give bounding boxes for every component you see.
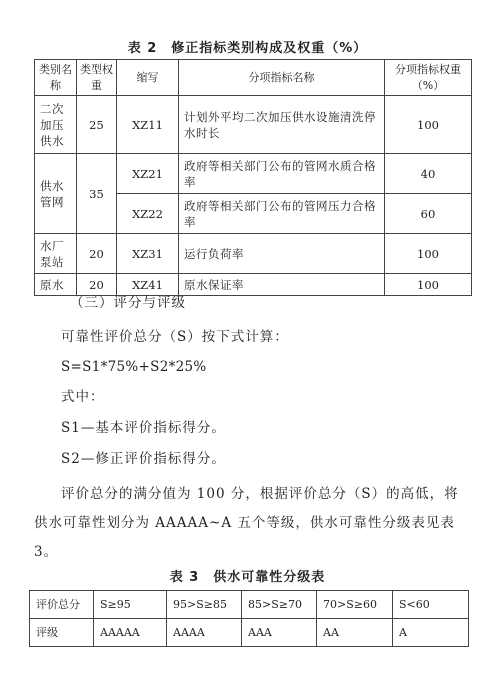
table2-caption: 表 2 修正指标类别构成及权重（%） (127, 41, 368, 56)
header-abbr: 缩写 (117, 60, 179, 96)
score-row-label: 评价总分 (30, 591, 94, 619)
cell-item-weight: 100 (385, 274, 472, 296)
cell-category: 水厂泵站 (35, 234, 77, 274)
grade-cell: AAA (242, 619, 317, 647)
grade-cell: AA (317, 619, 393, 647)
cell-weight: 35 (77, 154, 117, 234)
cell-abbr: XZ41 (117, 274, 179, 296)
cell-item-weight: 60 (385, 194, 472, 234)
header-item-weight: 分项指标权重（%） (385, 60, 472, 96)
table-row (30, 591, 469, 619)
grade-table (29, 590, 469, 647)
score-cell: S≥95 (94, 591, 167, 619)
cell-abbr: XZ31 (117, 234, 179, 274)
header-category: 类别名称 (35, 60, 77, 96)
where-label: 式中： (61, 389, 105, 405)
cell-weight: 20 (77, 234, 117, 274)
section-heading: （三）评分与评级 (70, 295, 186, 311)
cell-weight: 25 (77, 96, 117, 154)
grade-cell: AAAA (167, 619, 242, 647)
header-weight: 类型权重 (77, 60, 117, 96)
cell-item-weight: 40 (385, 154, 472, 194)
formula-intro: 可靠性评价总分（S）按下式计算： (61, 329, 289, 345)
grade-cell: A (393, 619, 469, 647)
cell-item-weight: 100 (385, 234, 472, 274)
cell-item: 政府等相关部门公布的管网水质合格率 (179, 154, 385, 194)
cell-abbr: XZ21 (117, 154, 179, 194)
table-row (35, 154, 472, 194)
formula: S=S1*75%+S2*25% (61, 359, 207, 375)
cell-category: 供水管网 (35, 154, 77, 234)
cell-weight: 20 (77, 274, 117, 296)
table-row (30, 619, 469, 647)
cell-item: 政府等相关部门公布的管网压力合格率 (179, 194, 385, 234)
grading-paragraph: 评价总分的满分值为 100 分，根据评价总分（S）的高低，将供水可靠性划分为 AAAAA~A 五个等级，供水可靠性分级表见表 3。 (34, 486, 459, 560)
cell-abbr: XZ22 (117, 194, 179, 234)
cell-item: 运行负荷率 (179, 234, 385, 274)
header-item: 分项指标名称 (179, 60, 385, 96)
table-header-row (35, 60, 472, 96)
score-cell: S<60 (393, 591, 469, 619)
definition-s1: S1—基本评价指标得分。 (61, 420, 226, 436)
cell-abbr: XZ11 (117, 96, 179, 154)
grade-row-label: 评级 (30, 619, 94, 647)
score-cell: 85>S≥70 (242, 591, 317, 619)
score-cell: 95>S≥85 (167, 591, 242, 619)
score-cell: 70>S≥60 (317, 591, 393, 619)
cell-item: 计划外平均二次加压供水设施清洗停水时长 (179, 96, 385, 154)
table-row (35, 96, 472, 154)
cell-category: 二次加压供水 (35, 96, 77, 154)
cell-category: 原水 (35, 274, 77, 296)
table3-caption: 表 3 供水可靠性分级表 (169, 570, 326, 585)
definition-s2: S2—修正评价指标得分。 (61, 451, 226, 467)
table-row (35, 234, 472, 274)
grade-cell: AAAAA (94, 619, 167, 647)
cell-item: 原水保证率 (179, 274, 385, 296)
cell-item-weight: 100 (385, 96, 472, 154)
weight-table (34, 59, 472, 296)
